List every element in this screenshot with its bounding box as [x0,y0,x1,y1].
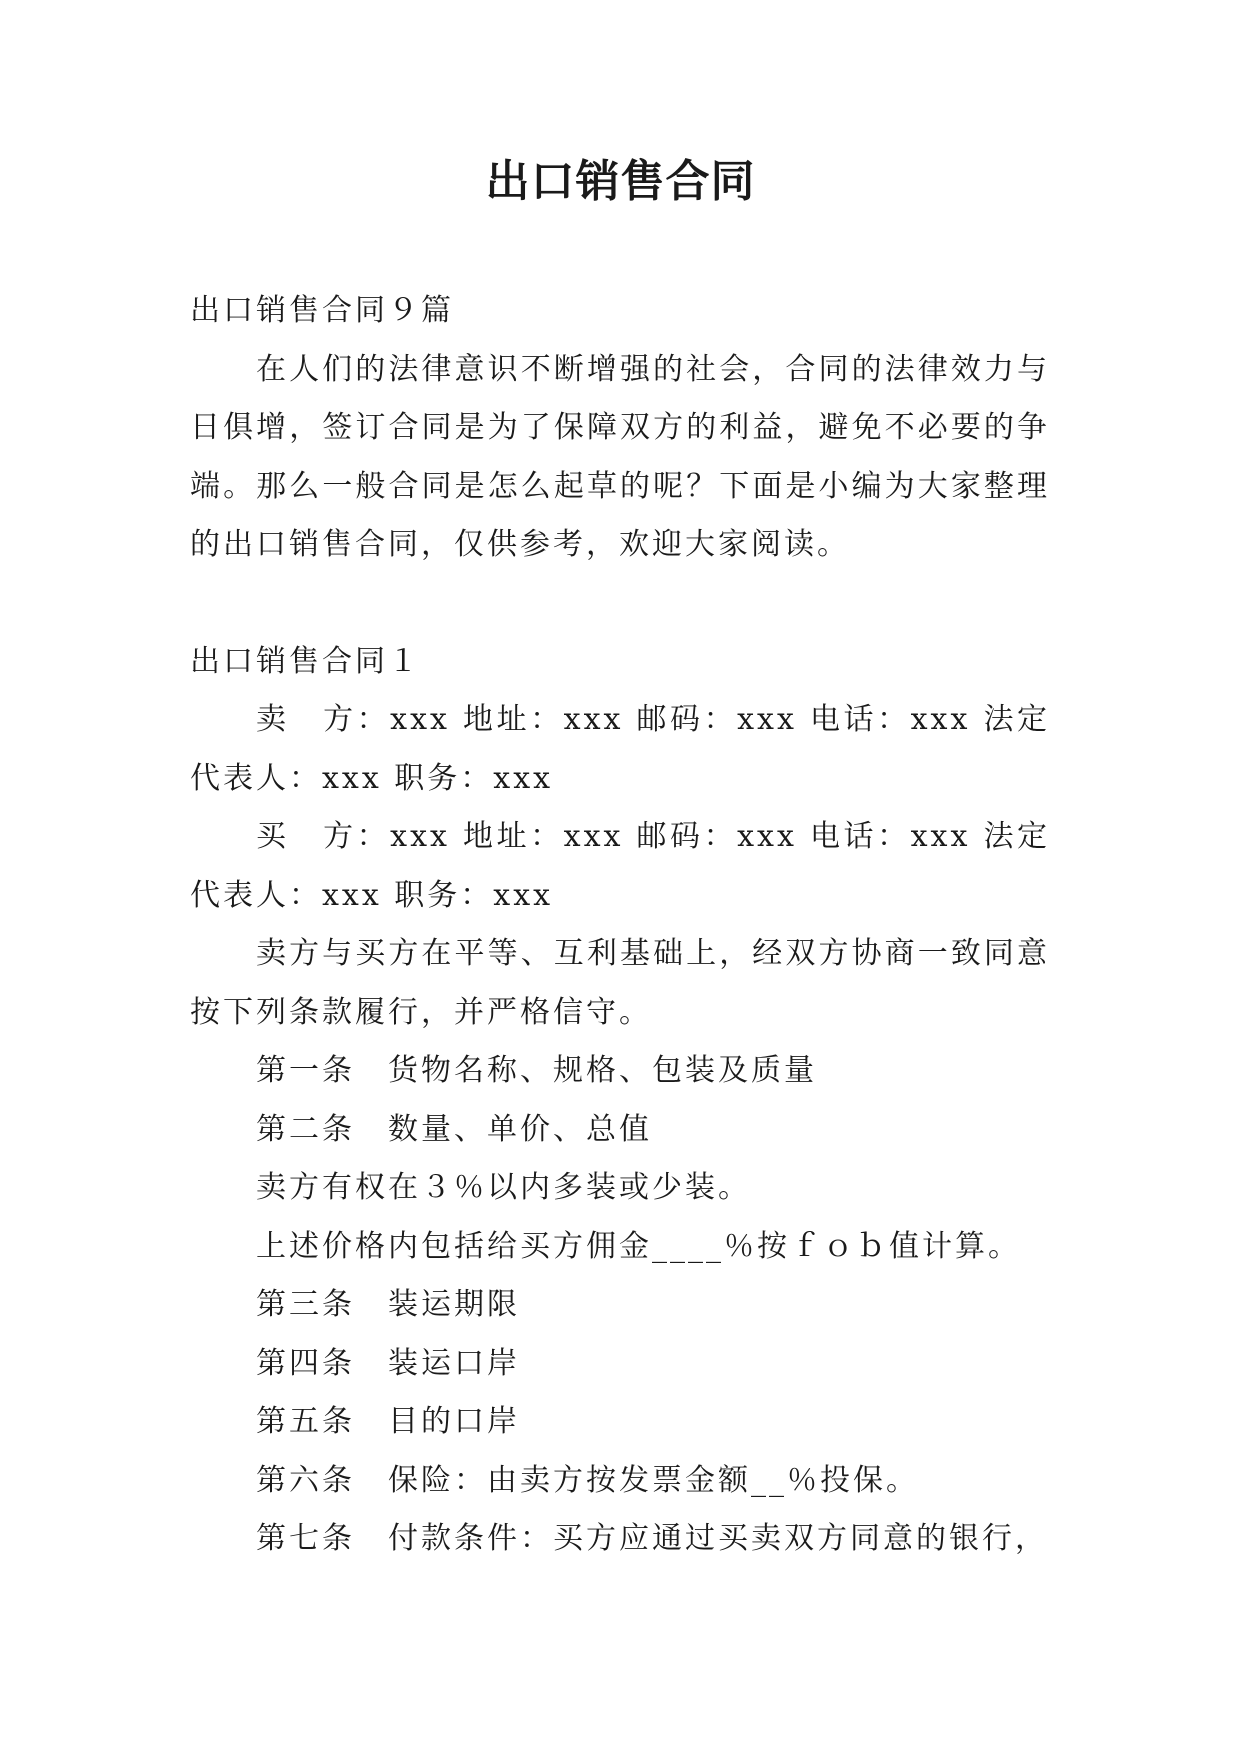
clause-line: 上述价格内包括给买方佣金____％按ｆｏｂ值计算。 [256,1228,1021,1264]
clause-line: 第三条 装运期限 [256,1287,520,1322]
document-title: 出口销售合同 [485,156,756,207]
section-heading: 出口销售合同１ [190,643,421,679]
clause-line: 卖方有权在３％以内多装或少装。 [256,1170,751,1205]
clause-line: 第一条 货物名称、规格、包装及质量 [256,1053,817,1088]
clause-line: 第六条 保险：由卖方按发票金额__％投保。 [256,1462,919,1498]
intro-paragraph: 在人们的法律意识不断增强的社会，合同的法律效力与日俱增，签订合同是为了保障双方的利益，避免不必要的争端。那么一般合同是怎么起草的呢？下面是小编为大家整理的出口销售合同，仅供参考，欢迎大家阅读。 [190,351,1050,562]
buyer-info: 买 方：xxx 地址：xxx 邮码：xxx 电话：xxx 法定代表人：xxx 职务：xxx [190,819,1050,913]
clause-line: 第五条 目的口岸 [256,1404,520,1439]
clause-line: 第四条 装运口岸 [256,1345,520,1381]
document-body [190,282,1050,1569]
clause-line: 第七条 付款条件：买方应通过买卖双方同意的银行， [256,1521,1048,1556]
seller-info: 卖 方：xxx 地址：xxx 邮码：xxx 电话：xxx 法定代表人：xxx 职务：xxx [190,702,1050,796]
document-subtitle: 出口销售合同９篇 [190,293,454,328]
clause-line: 第二条 数量、单价、总值 [256,1111,652,1147]
agreement-paragraph: 卖方与买方在平等、互利基础上，经双方协商一致同意按下列条款履行，并严格信守。 [190,936,1050,1030]
